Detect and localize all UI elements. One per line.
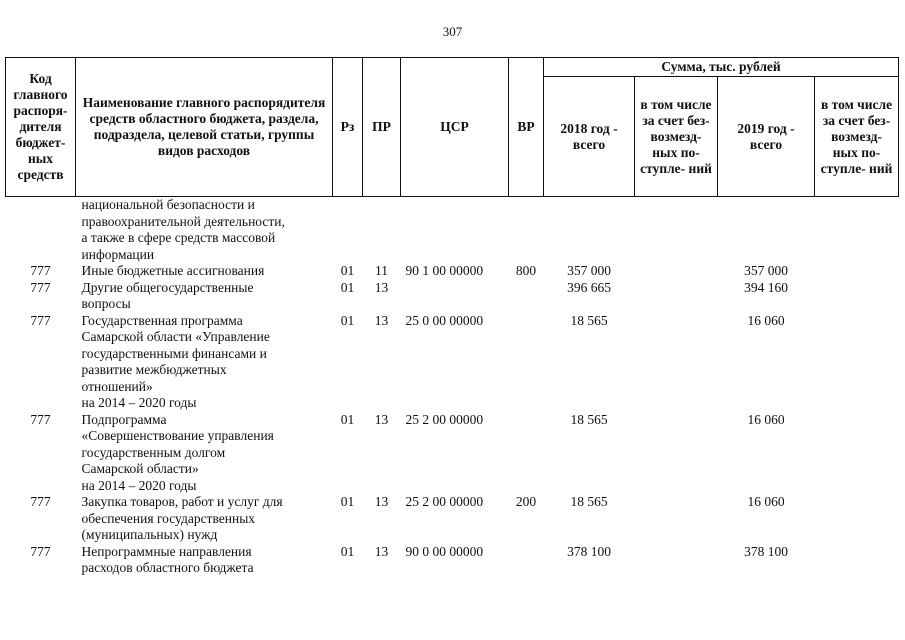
cell-2018-free: [635, 412, 718, 495]
cell-2019-total: 378 100: [744, 543, 788, 559]
header-2018-free: в том числе за счет без- возмезд- ных по- ступле- ний: [635, 77, 718, 197]
cell-name: Иные бюджетные ассигнования: [81, 263, 265, 278]
cell-2018-total: [544, 197, 635, 264]
cell-rz: 01: [340, 494, 355, 509]
cell-rz: 01: [340, 543, 355, 559]
cell-pr: 13: [374, 543, 389, 559]
cell-2018-total: 396 665: [567, 279, 611, 295]
cell-csr: 25 2 00 00000: [405, 494, 484, 509]
table-row: [6, 197, 899, 264]
cell-csr: 90 1 00 00000: [405, 263, 484, 278]
header-vr: ВР: [509, 58, 544, 197]
cell-2018-free: [635, 197, 718, 264]
cell-csr: [401, 280, 509, 313]
header-rz: Рз: [333, 58, 363, 197]
cell-name: национальной безопасности и правоохранительной деятельности, а также в сфере средств массовой информации: [81, 197, 285, 262]
cell-2019-total: 16 060: [747, 312, 785, 328]
cell-2018-free: [635, 280, 718, 313]
cell-rz: 01: [340, 411, 355, 427]
cell-2018-free: [635, 313, 718, 412]
cell-vr: 200: [515, 494, 537, 509]
cell-2019-free: [815, 263, 899, 280]
cell-2019-total: [718, 197, 815, 264]
cell-name: Подпрограмма «Совершенствование управления государственным долгом Самарской области» на 2014 – 2020 годы: [81, 411, 274, 493]
cell-name: Непрограммные направления расходов областного бюджета: [81, 543, 254, 575]
header-code: Код главного распоря- дителя бюджет- ных средств: [6, 58, 76, 197]
cell-2018-free: [635, 544, 718, 577]
header-name: Наименование главного распорядителя средств областного бюджета, раздела, подраздела, целевой статьи, группы видов расходов: [76, 58, 333, 197]
cell-code: 777: [30, 411, 51, 427]
cell-2018-total: 378 100: [567, 543, 611, 559]
cell-name: Государственная программа Самарской области «Управление государственными финансами и развитие межбюджетных отношений» на 2014 – 2020 годы: [81, 312, 270, 410]
table-header: [6, 58, 899, 197]
cell-vr: [509, 412, 544, 495]
header-2019-free: в том числе за счет без- возмезд- ных по- ступле- ний: [815, 77, 899, 197]
table-row: [6, 494, 899, 544]
cell-vr: [509, 197, 544, 264]
cell-code: 777: [30, 279, 51, 295]
cell-vr: [509, 544, 544, 577]
cell-pr: 13: [374, 279, 389, 295]
cell-rz: 01: [340, 263, 355, 278]
cell-2018-total: 357 000: [567, 263, 611, 278]
cell-2019-free: [815, 197, 899, 264]
table-row: [6, 544, 899, 577]
cell-2018-total: 18 565: [570, 312, 608, 328]
cell-pr: 13: [374, 411, 389, 427]
cell-rz: 01: [340, 312, 355, 328]
table-row: [6, 263, 899, 280]
cell-2019-total: 394 160: [744, 279, 788, 295]
cell-2019-total: 16 060: [747, 494, 785, 509]
cell-rz: [333, 197, 363, 264]
cell-2019-free: [815, 280, 899, 313]
cell-csr: 25 0 00 00000: [405, 312, 484, 328]
cell-pr: 11: [375, 263, 388, 278]
cell-pr: [363, 197, 401, 264]
cell-code: 777: [30, 543, 51, 559]
cell-2018-free: [635, 494, 718, 544]
cell-pr: 13: [374, 494, 389, 509]
budget-table: [5, 57, 899, 577]
table-row: [6, 412, 899, 495]
cell-2019-total: 357 000: [744, 263, 788, 278]
cell-2019-free: [815, 313, 899, 412]
cell-vr: [509, 280, 544, 313]
header-sum-title: Сумма, тыс. рублей: [544, 58, 899, 77]
table-body: [6, 197, 899, 577]
header-pr: ПР: [363, 58, 401, 197]
cell-2019-free: [815, 494, 899, 544]
header-2019-total: 2019 год - всего: [718, 77, 815, 197]
cell-csr: [401, 197, 509, 264]
cell-2018-total: 18 565: [570, 494, 608, 509]
cell-pr: 13: [374, 312, 389, 328]
cell-vr: 800: [515, 263, 537, 278]
cell-code: 777: [30, 263, 51, 278]
table-row: [6, 280, 899, 313]
table-row: [6, 313, 899, 412]
cell-2019-free: [815, 544, 899, 577]
cell-name: Закупка товаров, работ и услуг для обеспечения государственных (муниципальных) нужд: [81, 494, 283, 542]
cell-vr: [509, 313, 544, 412]
cell-code: [6, 197, 76, 264]
cell-2019-free: [815, 412, 899, 495]
cell-2018-total: 18 565: [570, 411, 608, 427]
cell-2018-free: [635, 263, 718, 280]
header-csr: ЦСР: [401, 58, 509, 197]
cell-code: 777: [30, 312, 51, 328]
cell-rz: 01: [340, 279, 355, 295]
cell-csr: 90 0 00 00000: [405, 543, 484, 559]
cell-2019-total: 16 060: [747, 411, 785, 427]
cell-csr: 25 2 00 00000: [405, 411, 484, 427]
cell-code: 777: [30, 494, 51, 509]
page-number: 307: [442, 24, 463, 39]
header-2018-total: 2018 год - всего: [544, 77, 635, 197]
cell-name: Другие общегосударственные вопросы: [81, 279, 254, 311]
